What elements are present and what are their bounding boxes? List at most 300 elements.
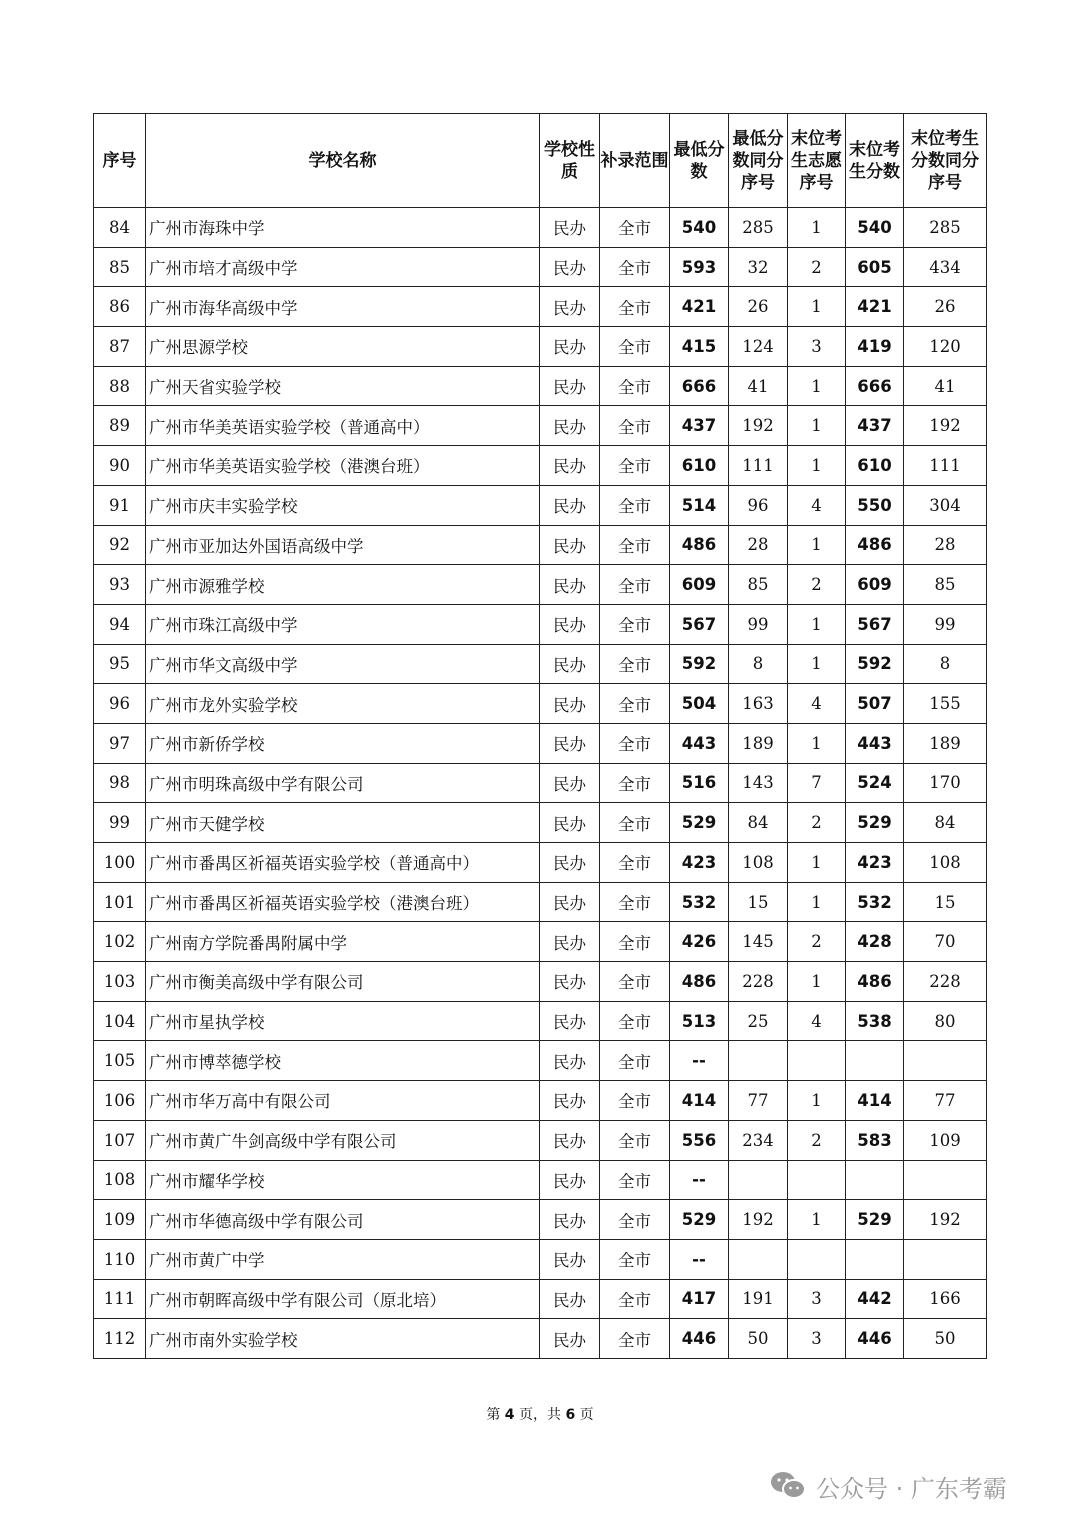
cell-school-name: 广州天省实验学校 [146,366,540,406]
table-row [94,684,987,724]
table-row [94,1200,987,1240]
cell-last-score-rank: 192 [904,406,987,446]
cell-index: 94 [94,604,146,644]
cell-school-type: 民办 [540,366,600,406]
cell-last-score-rank: 80 [904,1001,987,1041]
cell-index: 112 [94,1319,146,1359]
cell-min-score-rank: 28 [729,525,788,565]
table-row [94,803,987,843]
cell-school-type: 民办 [540,843,600,883]
cell-school-type: 民办 [540,565,600,605]
cell-min-score-rank: 228 [729,962,788,1002]
table-row [94,962,987,1002]
cell-scope: 全市 [600,327,670,367]
cell-last-choice-order: 2 [788,803,846,843]
cell-last-score: 540 [846,208,904,248]
table-row [94,1041,987,1081]
cell-index: 110 [94,1239,146,1279]
cell-min-score: 446 [670,1319,729,1359]
cell-last-score-rank: 434 [904,247,987,287]
cell-index: 98 [94,763,146,803]
cell-last-score: 567 [846,604,904,644]
cell-last-score-rank: 108 [904,843,987,883]
cell-scope: 全市 [600,208,670,248]
cell-school-type: 民办 [540,803,600,843]
cell-last-score: 442 [846,1279,904,1319]
cell-min-score: 593 [670,247,729,287]
cell-last-score: 423 [846,843,904,883]
cell-last-choice-order: 1 [788,882,846,922]
table-row [94,485,987,525]
header-last-choice-order: 末位考生志愿序号 [788,114,846,208]
cell-min-score: 486 [670,962,729,1002]
cell-scope: 全市 [600,1160,670,1200]
cell-min-score: 610 [670,446,729,486]
cell-last-score: 610 [846,446,904,486]
cell-index: 102 [94,922,146,962]
cell-last-score-rank: 166 [904,1279,987,1319]
cell-last-choice-order: 3 [788,327,846,367]
cell-index: 96 [94,684,146,724]
table-row [94,446,987,486]
cell-last-choice-order: 4 [788,485,846,525]
cell-school-name: 广州思源学校 [146,327,540,367]
cell-last-score: 507 [846,684,904,724]
cell-last-score-rank: 70 [904,922,987,962]
page-current: 4 [504,1407,515,1423]
cell-min-score-rank: 96 [729,485,788,525]
cell-school-name: 广州南方学院番禺附属中学 [146,922,540,962]
cell-last-score-rank: 84 [904,803,987,843]
cell-min-score-rank: 111 [729,446,788,486]
cell-scope: 全市 [600,525,670,565]
cell-last-score [846,1041,904,1081]
table-row [94,1319,987,1359]
cell-last-choice-order: 2 [788,922,846,962]
cell-min-score-rank: 8 [729,644,788,684]
cell-scope: 全市 [600,723,670,763]
cell-last-choice-order: 1 [788,604,846,644]
cell-last-score-rank: 170 [904,763,987,803]
page-middle: 页，共 [514,1407,566,1423]
cell-last-score: 437 [846,406,904,446]
cell-scope: 全市 [600,922,670,962]
cell-scope: 全市 [600,843,670,883]
cell-last-choice-order [788,1239,846,1279]
cell-min-score: 529 [670,1200,729,1240]
cell-scope: 全市 [600,287,670,327]
cell-index: 91 [94,485,146,525]
cell-min-score: 609 [670,565,729,605]
cell-min-score-rank: 77 [729,1081,788,1121]
cell-last-score: 414 [846,1081,904,1121]
cell-min-score-rank: 41 [729,366,788,406]
cell-school-name: 广州市天健学校 [146,803,540,843]
cell-school-type: 民办 [540,406,600,446]
table-row [94,922,987,962]
cell-last-score-rank: 109 [904,1120,987,1160]
cell-scope: 全市 [600,684,670,724]
cell-min-score: 529 [670,803,729,843]
cell-min-score-rank: 85 [729,565,788,605]
cell-scope: 全市 [600,962,670,1002]
cell-min-score: -- [670,1239,729,1279]
cell-index: 105 [94,1041,146,1081]
cell-scope: 全市 [600,763,670,803]
header-school-type: 学校性质 [540,114,600,208]
cell-last-score: 446 [846,1319,904,1359]
cell-last-score: 486 [846,962,904,1002]
cell-scope: 全市 [600,803,670,843]
header-scope: 补录范围 [600,114,670,208]
cell-school-name: 广州市衡美高级中学有限公司 [146,962,540,1002]
cell-min-score: 421 [670,287,729,327]
cell-scope: 全市 [600,1319,670,1359]
cell-school-name: 广州市庆丰实验学校 [146,485,540,525]
cell-last-score: 421 [846,287,904,327]
cell-index: 89 [94,406,146,446]
cell-school-name: 广州市黄广牛剑高级中学有限公司 [146,1120,540,1160]
cell-last-score: 532 [846,882,904,922]
cell-index: 103 [94,962,146,1002]
cell-min-score: 423 [670,843,729,883]
table-row [94,1239,987,1279]
cell-scope: 全市 [600,1239,670,1279]
cell-last-choice-order: 1 [788,723,846,763]
cell-scope: 全市 [600,565,670,605]
cell-school-type: 民办 [540,287,600,327]
cell-min-score: 504 [670,684,729,724]
cell-last-choice-order: 2 [788,565,846,605]
cell-last-score: 609 [846,565,904,605]
cell-min-score-rank [729,1239,788,1279]
header-last-score: 末位考生分数 [846,114,904,208]
cell-school-type: 民办 [540,485,600,525]
header-last-score-rank: 末位考生分数同分序号 [904,114,987,208]
cell-school-type: 民办 [540,1239,600,1279]
cell-scope: 全市 [600,446,670,486]
cell-scope: 全市 [600,1200,670,1240]
cell-min-score: 513 [670,1001,729,1041]
cell-min-score-rank: 163 [729,684,788,724]
cell-scope: 全市 [600,604,670,644]
cell-min-score: -- [670,1041,729,1081]
cell-last-score-rank: 111 [904,446,987,486]
cell-min-score: 415 [670,327,729,367]
cell-school-name: 广州市华德高级中学有限公司 [146,1200,540,1240]
cell-last-choice-order: 1 [788,644,846,684]
table-row [94,723,987,763]
cell-scope: 全市 [600,1279,670,1319]
cell-last-score: 538 [846,1001,904,1041]
cell-min-score-rank: 145 [729,922,788,962]
header-min-score: 最低分数 [670,114,729,208]
cell-school-name: 广州市龙外实验学校 [146,684,540,724]
cell-school-name: 广州市华美英语实验学校（港澳台班） [146,446,540,486]
cell-school-type: 民办 [540,1200,600,1240]
cell-school-type: 民办 [540,644,600,684]
cell-school-name: 广州市番禺区祈福英语实验学校（普通高中） [146,843,540,883]
cell-last-choice-order: 4 [788,684,846,724]
cell-school-type: 民办 [540,327,600,367]
cell-school-name: 广州市黄广中学 [146,1239,540,1279]
cell-last-score-rank: 85 [904,565,987,605]
cell-last-score-rank: 228 [904,962,987,1002]
cell-last-score: 428 [846,922,904,962]
cell-school-type: 民办 [540,247,600,287]
cell-school-name: 广州市南外实验学校 [146,1319,540,1359]
cell-school-type: 民办 [540,1160,600,1200]
header-school-name: 学校名称 [146,114,540,208]
cell-min-score-rank [729,1160,788,1200]
cell-last-score-rank: 41 [904,366,987,406]
cell-school-name: 广州市源雅学校 [146,565,540,605]
table-row [94,1279,987,1319]
cell-min-score: 516 [670,763,729,803]
cell-school-name: 广州市华美英语实验学校（普通高中） [146,406,540,446]
cell-scope: 全市 [600,644,670,684]
cell-min-score-rank: 26 [729,287,788,327]
cell-school-name: 广州市海珠中学 [146,208,540,248]
cell-last-choice-order: 1 [788,525,846,565]
cell-last-score: 605 [846,247,904,287]
cell-school-type: 民办 [540,1120,600,1160]
cell-index: 104 [94,1001,146,1041]
cell-school-name: 广州市番禺区祈福英语实验学校（港澳台班） [146,882,540,922]
cell-last-score-rank: 8 [904,644,987,684]
cell-last-score: 524 [846,763,904,803]
table-row [94,1001,987,1041]
cell-min-score-rank: 189 [729,723,788,763]
cell-last-score-rank: 50 [904,1319,987,1359]
cell-last-score-rank: 26 [904,287,987,327]
cell-last-score-rank: 15 [904,882,987,922]
cell-school-type: 民办 [540,922,600,962]
page-total: 6 [565,1407,576,1423]
cell-school-type: 民办 [540,684,600,724]
table-row [94,366,987,406]
table-row [94,644,987,684]
cell-last-choice-order: 3 [788,1319,846,1359]
cell-school-type: 民办 [540,604,600,644]
cell-scope: 全市 [600,406,670,446]
watermark [770,1466,1007,1506]
cell-min-score-rank: 108 [729,843,788,883]
page-prefix: 第 [486,1407,505,1423]
cell-school-name: 广州市培才高级中学 [146,247,540,287]
cell-min-score: 417 [670,1279,729,1319]
cell-min-score: 540 [670,208,729,248]
cell-school-name: 广州市明珠高级中学有限公司 [146,763,540,803]
table-row [94,843,987,883]
cell-min-score: 514 [670,485,729,525]
cell-last-score [846,1239,904,1279]
cell-scope: 全市 [600,1041,670,1081]
cell-min-score-rank: 192 [729,1200,788,1240]
cell-last-choice-order: 4 [788,1001,846,1041]
cell-last-score-rank: 120 [904,327,987,367]
cell-last-score-rank: 189 [904,723,987,763]
cell-last-choice-order: 1 [788,1200,846,1240]
cell-last-score-rank: 77 [904,1081,987,1121]
cell-min-score-rank: 50 [729,1319,788,1359]
cell-index: 88 [94,366,146,406]
cell-last-score-rank: 28 [904,525,987,565]
cell-scope: 全市 [600,366,670,406]
cell-min-score-rank: 234 [729,1120,788,1160]
cell-index: 108 [94,1160,146,1200]
cell-index: 85 [94,247,146,287]
page-suffix: 页 [575,1407,594,1423]
cell-school-name: 广州市朝晖高级中学有限公司（原北培） [146,1279,540,1319]
cell-min-score-rank: 285 [729,208,788,248]
cell-index: 100 [94,843,146,883]
cell-last-choice-order: 1 [788,446,846,486]
cell-school-type: 民办 [540,763,600,803]
cell-last-score: 666 [846,366,904,406]
cell-school-type: 民办 [540,723,600,763]
cell-last-score-rank: 99 [904,604,987,644]
cell-scope: 全市 [600,1081,670,1121]
cell-min-score: 486 [670,525,729,565]
cell-min-score-rank: 191 [729,1279,788,1319]
cell-last-score: 486 [846,525,904,565]
cell-min-score: 556 [670,1120,729,1160]
cell-index: 101 [94,882,146,922]
cell-index: 87 [94,327,146,367]
cell-school-name: 广州市珠江高级中学 [146,604,540,644]
cell-min-score-rank: 84 [729,803,788,843]
wechat-icon [770,1470,806,1502]
cell-index: 109 [94,1200,146,1240]
table-row [94,604,987,644]
cell-last-score: 443 [846,723,904,763]
cell-last-score: 529 [846,803,904,843]
cell-min-score-rank: 25 [729,1001,788,1041]
cell-school-type: 民办 [540,525,600,565]
table-row [94,525,987,565]
cell-min-score: -- [670,1160,729,1200]
table-row [94,882,987,922]
cell-school-name: 广州市亚加达外国语高级中学 [146,525,540,565]
cell-last-score-rank [904,1160,987,1200]
cell-last-choice-order: 1 [788,843,846,883]
cell-scope: 全市 [600,485,670,525]
cell-last-score-rank [904,1041,987,1081]
cell-school-type: 民办 [540,962,600,1002]
cell-index: 86 [94,287,146,327]
cell-last-score [846,1160,904,1200]
cell-index: 92 [94,525,146,565]
cell-index: 111 [94,1279,146,1319]
cell-last-score: 550 [846,485,904,525]
header-row [94,114,987,208]
watermark-text: 公众号 · 广东考霸 [816,1474,1007,1503]
header-min-score-rank: 最低分数同分序号 [729,114,788,208]
cell-last-score-rank: 192 [904,1200,987,1240]
table-row [94,1120,987,1160]
cell-school-type: 民办 [540,1279,600,1319]
cell-school-name: 广州市新侨学校 [146,723,540,763]
cell-last-choice-order: 1 [788,208,846,248]
cell-index: 99 [94,803,146,843]
cell-index: 90 [94,446,146,486]
cell-min-score-rank: 32 [729,247,788,287]
cell-school-type: 民办 [540,1001,600,1041]
table-row [94,327,987,367]
table-row [94,208,987,248]
table-row [94,763,987,803]
cell-school-type: 民办 [540,1319,600,1359]
cell-min-score-rank [729,1041,788,1081]
cell-min-score: 532 [670,882,729,922]
cell-school-type: 民办 [540,882,600,922]
cell-last-score: 419 [846,327,904,367]
cell-min-score-rank: 192 [729,406,788,446]
cell-last-score-rank [904,1239,987,1279]
cell-index: 97 [94,723,146,763]
cell-scope: 全市 [600,1120,670,1160]
cell-last-score-rank: 285 [904,208,987,248]
cell-min-score: 592 [670,644,729,684]
cell-min-score-rank: 143 [729,763,788,803]
cell-scope: 全市 [600,882,670,922]
cell-index: 107 [94,1120,146,1160]
cell-last-score: 592 [846,644,904,684]
cell-school-type: 民办 [540,446,600,486]
cell-school-type: 民办 [540,1041,600,1081]
table-row [94,406,987,446]
cell-min-score: 426 [670,922,729,962]
cell-min-score-rank: 15 [729,882,788,922]
cell-scope: 全市 [600,1001,670,1041]
table-body [94,208,987,1359]
cell-min-score-rank: 124 [729,327,788,367]
cell-school-type: 民办 [540,208,600,248]
cell-last-choice-order: 1 [788,366,846,406]
cell-last-score-rank: 155 [904,684,987,724]
cell-last-choice-order: 7 [788,763,846,803]
admission-table [93,113,987,1359]
cell-min-score: 414 [670,1081,729,1121]
cell-last-choice-order: 3 [788,1279,846,1319]
cell-min-score: 666 [670,366,729,406]
table-row [94,1160,987,1200]
page-footer [0,1404,1080,1424]
cell-school-name: 广州市海华高级中学 [146,287,540,327]
cell-last-score: 583 [846,1120,904,1160]
cell-school-name: 广州市耀华学校 [146,1160,540,1200]
cell-last-choice-order: 1 [788,406,846,446]
cell-last-choice-order: 1 [788,1081,846,1121]
table-row [94,1081,987,1121]
cell-index: 95 [94,644,146,684]
cell-last-choice-order: 2 [788,1120,846,1160]
cell-last-choice-order: 2 [788,247,846,287]
cell-school-name: 广州市华万高中有限公司 [146,1081,540,1121]
cell-school-type: 民办 [540,1081,600,1121]
cell-last-score-rank: 304 [904,485,987,525]
cell-last-choice-order: 1 [788,962,846,1002]
cell-last-choice-order [788,1160,846,1200]
cell-scope: 全市 [600,247,670,287]
header-index: 序号 [94,114,146,208]
cell-index: 106 [94,1081,146,1121]
cell-min-score: 437 [670,406,729,446]
cell-school-name: 广州市星执学校 [146,1001,540,1041]
cell-min-score-rank: 99 [729,604,788,644]
table-row [94,565,987,605]
